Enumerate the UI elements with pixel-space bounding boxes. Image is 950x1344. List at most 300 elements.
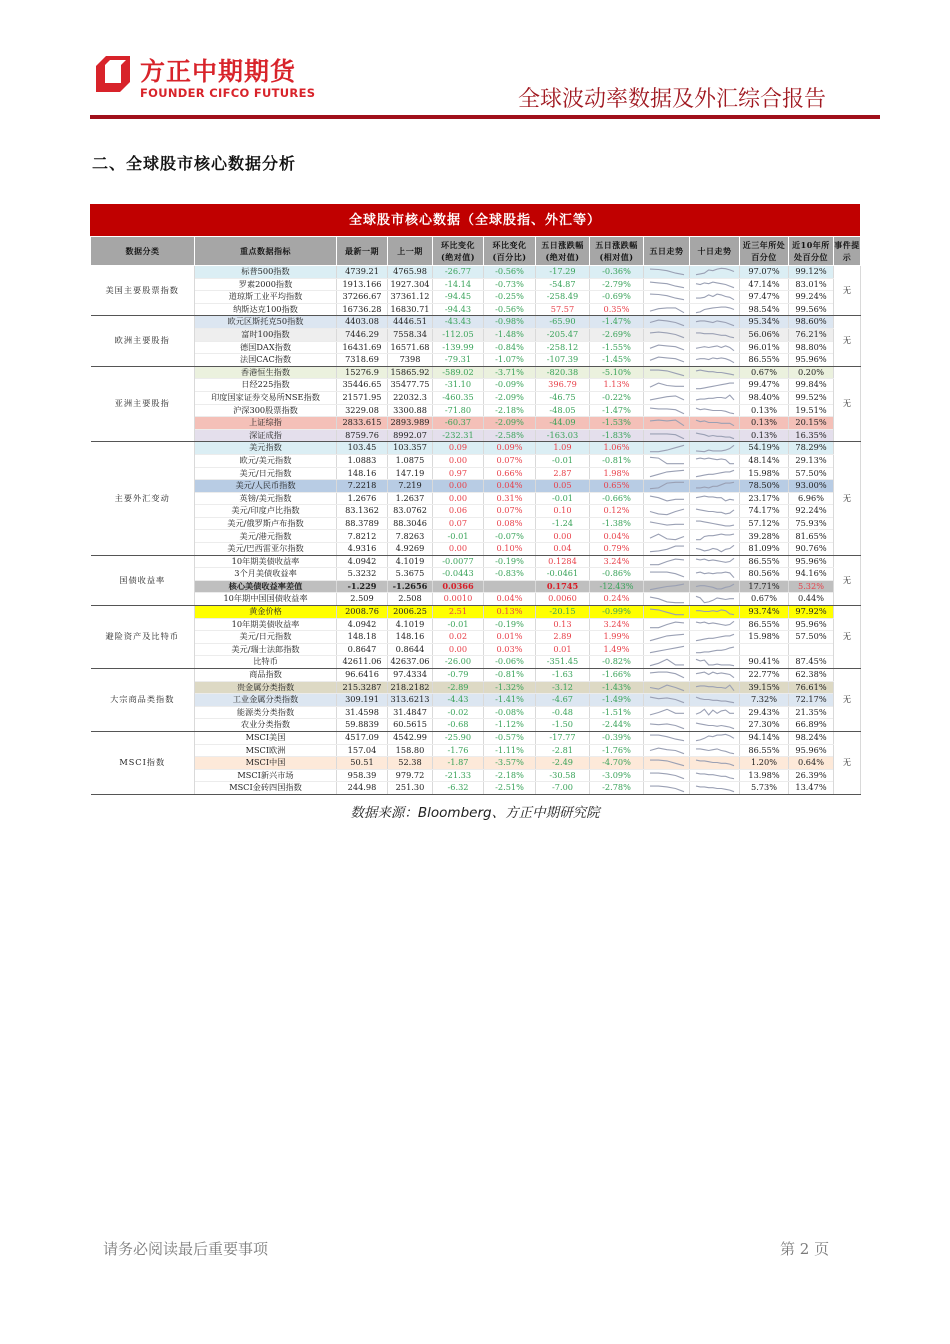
ten-year-percentile: 95.96% xyxy=(789,354,834,367)
category-cell: 大宗商品类指数 xyxy=(91,669,195,732)
change-absolute: -26.77 xyxy=(433,266,484,279)
sparkline-path xyxy=(696,735,734,741)
latest-value: 2833.615 xyxy=(337,417,388,430)
latest-value: 50.51 xyxy=(337,757,388,770)
five-day-sparkline xyxy=(646,581,688,592)
table-row xyxy=(91,681,861,694)
change-percent: -0.08% xyxy=(484,706,536,719)
five-day-change-absolute: -7.00 xyxy=(536,782,590,795)
ten-year-percentile: 6.96% xyxy=(789,492,834,505)
three-year-percentile: 78.50% xyxy=(740,480,789,493)
sparkline-path xyxy=(696,546,734,552)
five-day-change-absolute: -1.63 xyxy=(536,669,590,682)
sparkline-path xyxy=(650,320,684,326)
five-day-sparkline xyxy=(646,342,688,353)
sparkline-path xyxy=(650,609,684,615)
change-absolute: -0.0077 xyxy=(433,555,484,568)
five-day-change-relative: -0.36% xyxy=(590,266,644,279)
sparkline-path xyxy=(650,672,684,678)
sparkline-path xyxy=(696,621,734,625)
ten-day-trend xyxy=(690,744,740,757)
five-day-sparkline xyxy=(646,531,688,542)
five-day-change-relative: -1.53% xyxy=(590,417,644,430)
indicator-name: 能源类分类指数 xyxy=(195,706,337,719)
previous-value: 7.8263 xyxy=(388,530,433,543)
previous-value: 88.3046 xyxy=(388,517,433,530)
ten-day-trend xyxy=(690,731,740,744)
ten-year-percentile: 98.24% xyxy=(789,731,834,744)
column-header: 五日涨跌幅 (相对值) xyxy=(590,237,644,266)
ten-day-trend xyxy=(690,631,740,644)
five-day-change-relative: -0.69% xyxy=(590,291,644,304)
previous-value: 7558.34 xyxy=(388,328,433,341)
indicator-name: 美元/俄罗斯卢布指数 xyxy=(195,517,337,530)
latest-value: 4739.21 xyxy=(337,266,388,279)
five-day-sparkline xyxy=(646,657,688,668)
five-day-sparkline xyxy=(646,380,688,391)
previous-value: 37361.12 xyxy=(388,291,433,304)
ten-day-trend xyxy=(690,543,740,556)
indicator-name: 美元/日元指数 xyxy=(195,467,337,480)
sparkline-path xyxy=(650,408,684,414)
table-row xyxy=(91,266,861,279)
data-source-note: 数据来源：Bloomberg、方正中期研究院 xyxy=(350,805,600,821)
ten-day-sparkline xyxy=(692,329,738,340)
three-year-percentile: 47.14% xyxy=(740,278,789,291)
table-row xyxy=(91,417,861,430)
change-absolute: -0.01 xyxy=(433,530,484,543)
previous-value: -1.2656 xyxy=(388,580,433,593)
category-cell: 避险资产及比特币 xyxy=(91,606,195,669)
latest-value: 35446.65 xyxy=(337,379,388,392)
five-day-change-absolute: 396.79 xyxy=(536,379,590,392)
ten-year-percentile: 99.84% xyxy=(789,379,834,392)
ten-day-trend xyxy=(690,480,740,493)
ten-day-trend xyxy=(690,656,740,669)
sparkline-path xyxy=(696,346,734,351)
latest-value: 958.39 xyxy=(337,769,388,782)
change-percent: -2.18% xyxy=(484,404,536,417)
five-day-trend xyxy=(644,643,690,656)
change-percent: 0.01% xyxy=(484,631,536,644)
ten-day-trend xyxy=(690,467,740,480)
five-day-change-absolute: 1.09 xyxy=(536,442,590,455)
sparkline-path xyxy=(650,282,684,288)
sparkline-path xyxy=(650,659,684,665)
sparkline-path xyxy=(696,358,734,363)
table-row xyxy=(91,505,861,518)
previous-value: 1.2637 xyxy=(388,492,433,505)
ten-day-trend xyxy=(690,719,740,732)
ten-year-percentile: 99.12% xyxy=(789,266,834,279)
sparkline-path xyxy=(650,748,684,754)
change-absolute: 0.0366 xyxy=(433,580,484,593)
event-note-cell: 无 xyxy=(834,669,861,732)
five-day-change-relative: 1.49% xyxy=(590,643,644,656)
category-cell: 美国主要股票指数 xyxy=(91,266,195,316)
five-day-trend xyxy=(644,505,690,518)
table-row xyxy=(91,769,861,782)
ten-year-percentile: 95.96% xyxy=(789,618,834,631)
ten-day-sparkline xyxy=(692,745,738,756)
event-note-cell: 无 xyxy=(834,366,861,442)
change-absolute: 0.06 xyxy=(433,505,484,518)
column-header: 环比变化 (百分比) xyxy=(484,237,536,266)
change-absolute: -21.33 xyxy=(433,769,484,782)
latest-value: 3229.08 xyxy=(337,404,388,417)
five-day-change-absolute: -2.49 xyxy=(536,757,590,770)
ten-day-trend xyxy=(690,505,740,518)
ten-year-percentile: 99.56% xyxy=(789,303,834,316)
sparkline-path xyxy=(696,572,734,578)
five-day-trend xyxy=(644,694,690,707)
latest-value: 148.18 xyxy=(337,631,388,644)
previous-value: 16830.71 xyxy=(388,303,433,316)
five-day-sparkline xyxy=(646,732,688,743)
indicator-name: 欧元区斯托克50指数 xyxy=(195,316,337,329)
previous-value: 7398 xyxy=(388,354,433,367)
five-day-change-absolute: 2.87 xyxy=(536,467,590,480)
change-absolute: 0.00 xyxy=(433,492,484,505)
five-day-change-relative: -1.83% xyxy=(590,429,644,442)
five-day-change-absolute: -46.75 xyxy=(536,391,590,404)
latest-value: 42611.06 xyxy=(337,656,388,669)
table-row xyxy=(91,404,861,417)
ten-day-trend xyxy=(690,266,740,279)
indicator-name: 道琼斯工业平均指数 xyxy=(195,291,337,304)
ten-day-sparkline xyxy=(692,380,738,391)
sparkline-path xyxy=(650,496,684,501)
change-absolute: 0.97 xyxy=(433,467,484,480)
ten-day-trend xyxy=(690,303,740,316)
five-day-sparkline xyxy=(646,682,688,693)
ten-year-percentile: 62.38% xyxy=(789,669,834,682)
sparkline-path xyxy=(650,332,684,338)
sparkline-path xyxy=(696,321,734,326)
previous-value: 52.38 xyxy=(388,757,433,770)
five-day-trend xyxy=(644,328,690,341)
ten-year-percentile: 29.13% xyxy=(789,454,834,467)
sparkline-path xyxy=(696,383,734,389)
latest-value: 4517.09 xyxy=(337,731,388,744)
sparkline-path xyxy=(696,445,734,451)
ten-day-sparkline xyxy=(692,417,738,428)
five-day-change-absolute: 0.10 xyxy=(536,505,590,518)
latest-value: 31.4598 xyxy=(337,706,388,719)
five-day-change-absolute: -258.12 xyxy=(536,341,590,354)
previous-value: 251.30 xyxy=(388,782,433,795)
table-row xyxy=(91,580,861,593)
indicator-name: 农业分类指数 xyxy=(195,719,337,732)
sparkline-path xyxy=(650,724,684,729)
ten-day-trend xyxy=(690,429,740,442)
five-day-change-absolute: 0.05 xyxy=(536,480,590,493)
previous-value: 35477.75 xyxy=(388,379,433,392)
five-day-trend xyxy=(644,517,690,530)
ten-day-trend xyxy=(690,341,740,354)
five-day-change-relative: -0.82% xyxy=(590,656,644,669)
five-day-change-absolute: -163.03 xyxy=(536,429,590,442)
sparkline-path xyxy=(650,786,684,792)
ten-year-percentile: 93.00% xyxy=(789,480,834,493)
footer-disclaimer: 请务必阅读最后重要事项 xyxy=(103,1240,269,1258)
five-day-change-relative: 0.12% xyxy=(590,505,644,518)
ten-day-trend xyxy=(690,316,740,329)
change-absolute: -139.99 xyxy=(433,341,484,354)
change-absolute: 0.00 xyxy=(433,454,484,467)
indicator-name: 核心美债收益率差值 xyxy=(195,580,337,593)
sparkline-path xyxy=(696,307,734,313)
sparkline-path xyxy=(650,458,684,464)
previous-value: 42637.06 xyxy=(388,656,433,669)
sparkline-path xyxy=(696,483,734,489)
five-day-sparkline xyxy=(646,279,688,290)
previous-value: 83.0762 xyxy=(388,505,433,518)
five-day-change-absolute: -54.87 xyxy=(536,278,590,291)
ten-day-sparkline xyxy=(692,480,738,491)
previous-value: 4.1019 xyxy=(388,555,433,568)
ten-year-percentile: 13.47% xyxy=(789,782,834,795)
table-row xyxy=(91,719,861,732)
five-day-trend xyxy=(644,417,690,430)
change-percent: -3.71% xyxy=(484,366,536,379)
five-day-change-relative: -0.86% xyxy=(590,568,644,581)
latest-value: 21571.95 xyxy=(337,391,388,404)
previous-value: 8992.07 xyxy=(388,429,433,442)
five-day-change-absolute: -0.01 xyxy=(536,454,590,467)
five-day-change-relative: -2.69% xyxy=(590,328,644,341)
five-day-trend xyxy=(644,706,690,719)
previous-value: 7.219 xyxy=(388,480,433,493)
sparkline-path xyxy=(650,358,684,363)
indicator-name: 美元/港元指数 xyxy=(195,530,337,543)
ten-day-trend xyxy=(690,606,740,619)
latest-value: 4.9316 xyxy=(337,543,388,556)
ten-day-sparkline xyxy=(692,619,738,630)
five-day-trend xyxy=(644,555,690,568)
change-percent: -0.25% xyxy=(484,291,536,304)
change-percent: -0.06% xyxy=(484,656,536,669)
ten-day-sparkline xyxy=(692,342,738,353)
ten-day-sparkline xyxy=(692,669,738,680)
logo-english-name: FOUNDER CIFCO FUTURES xyxy=(140,86,316,100)
five-day-sparkline xyxy=(646,606,688,617)
indicator-name: 10年期中国国债收益率 xyxy=(195,593,337,606)
latest-value: 1.0883 xyxy=(337,454,388,467)
five-day-trend xyxy=(644,442,690,455)
ten-day-sparkline xyxy=(692,581,738,592)
change-absolute: -0.79 xyxy=(433,669,484,682)
five-day-trend xyxy=(644,782,690,795)
table-row xyxy=(91,480,861,493)
change-absolute: -1.76 xyxy=(433,744,484,757)
ten-year-percentile: 99.52% xyxy=(789,391,834,404)
sparkline-path xyxy=(650,773,684,779)
previous-value: 31.4847 xyxy=(388,706,433,719)
event-note-cell: 无 xyxy=(834,555,861,605)
sparkline-path xyxy=(650,735,684,741)
sparkline-path xyxy=(650,597,684,603)
sparkline-path xyxy=(650,522,684,525)
ten-day-trend xyxy=(690,391,740,404)
five-day-change-absolute: 0.04 xyxy=(536,543,590,556)
column-header: 环比变化 (绝对值) xyxy=(433,237,484,266)
latest-value: 88.3789 xyxy=(337,517,388,530)
sparkline-path xyxy=(696,761,734,767)
five-day-sparkline xyxy=(646,720,688,731)
latest-value: 4.0942 xyxy=(337,618,388,631)
five-day-change-relative: 0.04% xyxy=(590,530,644,543)
five-day-sparkline xyxy=(646,493,688,504)
sparkline-path xyxy=(650,269,684,275)
event-note-cell: 无 xyxy=(834,266,861,316)
ten-day-sparkline xyxy=(692,783,738,794)
previous-value: 103.357 xyxy=(388,442,433,455)
five-day-sparkline xyxy=(646,417,688,428)
five-day-sparkline xyxy=(646,317,688,328)
five-day-change-absolute: -65.90 xyxy=(536,316,590,329)
ten-day-sparkline xyxy=(692,430,738,441)
five-day-trend xyxy=(644,656,690,669)
table-row xyxy=(91,744,861,757)
ten-year-percentile: 16.35% xyxy=(789,429,834,442)
previous-value: 2006.25 xyxy=(388,606,433,619)
previous-value: 4446.51 xyxy=(388,316,433,329)
sparkline-path xyxy=(696,534,734,540)
five-day-change-relative: -0.66% xyxy=(590,492,644,505)
indicator-name: MSCI新兴市场 xyxy=(195,769,337,782)
change-percent: 0.07% xyxy=(484,454,536,467)
five-day-sparkline xyxy=(646,669,688,680)
three-year-percentile: 0.13% xyxy=(740,417,789,430)
change-absolute: -43.43 xyxy=(433,316,484,329)
ten-day-trend xyxy=(690,278,740,291)
previous-value: 15865.92 xyxy=(388,366,433,379)
ten-year-percentile: 95.96% xyxy=(789,555,834,568)
three-year-percentile: 74.17% xyxy=(740,505,789,518)
sparkline-path xyxy=(696,470,734,476)
five-day-sparkline xyxy=(646,619,688,630)
change-percent: 0.04% xyxy=(484,593,536,606)
previous-value: 2.508 xyxy=(388,593,433,606)
three-year-percentile: 15.98% xyxy=(740,467,789,480)
previous-value: 5.3675 xyxy=(388,568,433,581)
ten-day-trend xyxy=(690,492,740,505)
table-row xyxy=(91,606,861,619)
ten-day-sparkline xyxy=(692,720,738,731)
indicator-name: 3个月美债收益率 xyxy=(195,568,337,581)
indicator-name: 美元/瑞士法郎指数 xyxy=(195,643,337,656)
column-header: 重点数据指标 xyxy=(195,237,337,266)
five-day-trend xyxy=(644,266,690,279)
change-absolute: -6.32 xyxy=(433,782,484,795)
ten-year-percentile: 94.16% xyxy=(789,568,834,581)
five-day-change-relative: -2.79% xyxy=(590,278,644,291)
latest-value: 7446.29 xyxy=(337,328,388,341)
table-row xyxy=(91,643,861,656)
three-year-percentile: 0.13% xyxy=(740,429,789,442)
change-absolute: 0.00 xyxy=(433,480,484,493)
three-year-percentile: 96.01% xyxy=(740,341,789,354)
previous-value: 60.5615 xyxy=(388,719,433,732)
latest-value: 59.8839 xyxy=(337,719,388,732)
ten-day-trend xyxy=(690,782,740,795)
sparkline-path xyxy=(650,370,684,376)
ten-day-sparkline xyxy=(692,543,738,554)
change-percent: 0.31% xyxy=(484,492,536,505)
indicator-name: 美元/日元指数 xyxy=(195,631,337,644)
five-day-change-relative: 0.24% xyxy=(590,593,644,606)
five-day-change-absolute: -3.12 xyxy=(536,681,590,694)
change-percent: -1.11% xyxy=(484,744,536,757)
five-day-trend xyxy=(644,404,690,417)
latest-value: 4.0942 xyxy=(337,555,388,568)
sparkline-path xyxy=(696,496,734,501)
ten-year-percentile: 76.61% xyxy=(789,681,834,694)
sparkline-path xyxy=(650,761,684,767)
latest-value: 103.45 xyxy=(337,442,388,455)
ten-day-sparkline xyxy=(692,732,738,743)
five-day-trend xyxy=(644,467,690,480)
five-day-sparkline xyxy=(646,430,688,441)
previous-value: 4.9269 xyxy=(388,543,433,556)
ten-year-percentile: 95.96% xyxy=(789,744,834,757)
change-percent xyxy=(484,580,536,593)
indicator-name: 商品指数 xyxy=(195,669,337,682)
change-percent: -1.41% xyxy=(484,694,536,707)
five-day-sparkline xyxy=(646,291,688,302)
sparkline-path xyxy=(696,698,734,704)
three-year-percentile: 0.67% xyxy=(740,593,789,606)
column-header: 十日走势 xyxy=(690,237,740,266)
ten-day-sparkline xyxy=(692,455,738,466)
change-absolute: 0.0010 xyxy=(433,593,484,606)
five-day-trend xyxy=(644,731,690,744)
sparkline-path xyxy=(650,534,684,540)
table-header-row xyxy=(91,237,861,266)
previous-value: 158.80 xyxy=(388,744,433,757)
previous-value: 4.1019 xyxy=(388,618,433,631)
sparkline-path xyxy=(696,685,734,691)
indicator-name: 日经225指数 xyxy=(195,379,337,392)
sparkline-path xyxy=(650,470,684,476)
five-day-sparkline xyxy=(646,266,688,277)
indicator-name: 10年期美债收益率 xyxy=(195,555,337,568)
three-year-percentile: 86.55% xyxy=(740,618,789,631)
latest-value: 16431.69 xyxy=(337,341,388,354)
five-day-trend xyxy=(644,316,690,329)
change-percent: -1.48% xyxy=(484,328,536,341)
three-year-percentile: 7.32% xyxy=(740,694,789,707)
change-percent: 0.07% xyxy=(484,505,536,518)
five-day-change-relative: -1.47% xyxy=(590,404,644,417)
indicator-name: 标普500指数 xyxy=(195,266,337,279)
five-day-sparkline xyxy=(646,569,688,580)
five-day-change-absolute: -1.24 xyxy=(536,517,590,530)
latest-value: 148.16 xyxy=(337,467,388,480)
indicator-name: 香港恒生指数 xyxy=(195,366,337,379)
indicator-name: 美元指数 xyxy=(195,442,337,455)
table-row xyxy=(91,291,861,304)
change-percent: -1.12% xyxy=(484,719,536,732)
five-day-sparkline xyxy=(646,644,688,655)
sparkline-path xyxy=(650,396,684,400)
change-percent: -2.09% xyxy=(484,417,536,430)
change-absolute: -79.31 xyxy=(433,354,484,367)
sparkline-path xyxy=(650,383,684,387)
sparkline-path xyxy=(696,509,734,514)
sparkline-path xyxy=(696,395,734,400)
